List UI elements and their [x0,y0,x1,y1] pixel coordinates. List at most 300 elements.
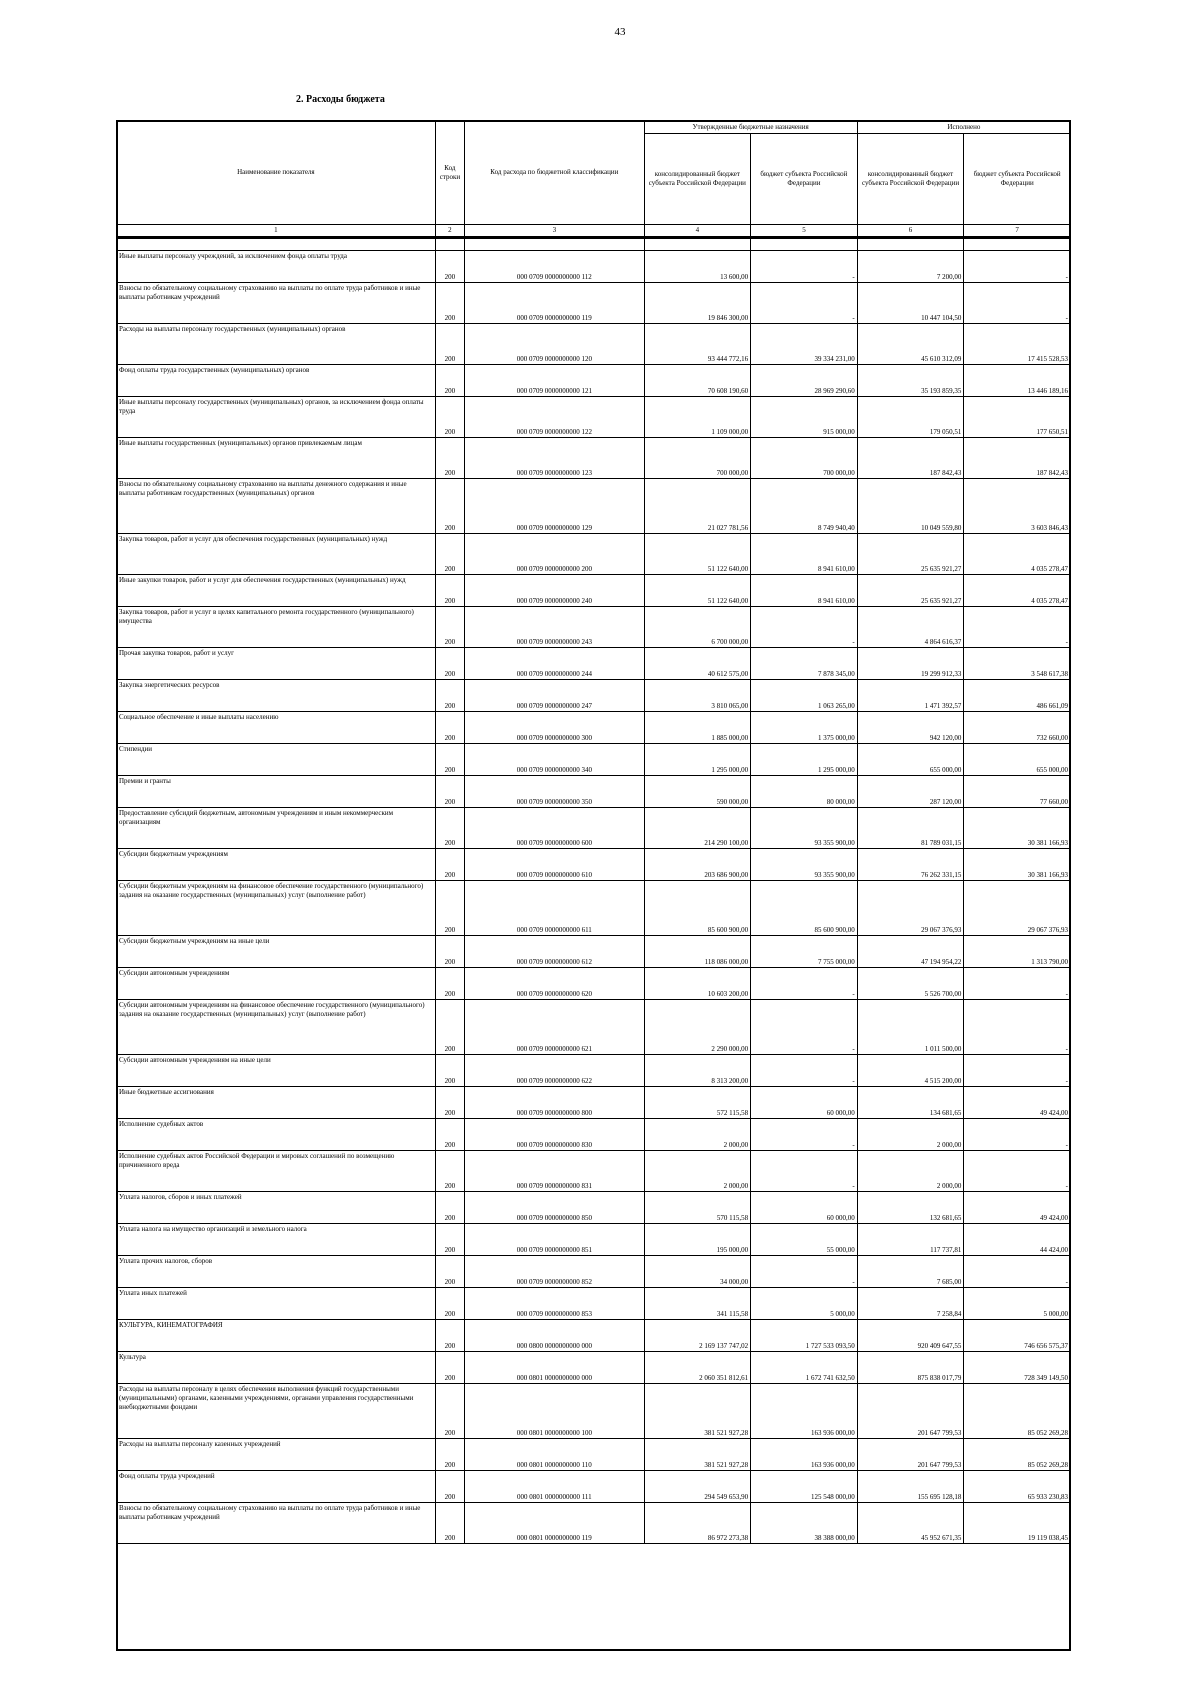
row-code: 200 [435,533,464,574]
row-name: Фонд оплаты труда государственных (муниципальных) органов [117,364,436,396]
value-subject-executed: 30 381 166,93 [964,807,1071,848]
row-name: Закупка энергетических ресурсов [117,679,436,711]
row-code: 200 [435,967,464,999]
table-row [117,999,1071,1054]
row-code: 200 [435,807,464,848]
section-title: 2. Расходы бюджета [296,94,385,105]
table-row [117,437,1071,478]
value-subject-executed: 29 067 376,93 [964,880,1071,935]
value-subject-approved: 7 755 000,00 [751,935,858,967]
value-consolidated-approved: 195 000,00 [644,1223,751,1255]
table-row [117,647,1071,679]
value-subject-approved: 28 969 290,60 [751,364,858,396]
value-subject-approved: 8 749 940,40 [751,478,858,533]
table-row [117,478,1071,533]
value-consolidated-executed: 35 193 859,35 [857,364,964,396]
table-row [117,282,1071,323]
header-kbk: Код расхода по бюджетной классификации [465,121,644,225]
value-subject-approved: 915 000,00 [751,396,858,437]
row-code: 200 [435,647,464,679]
value-consolidated-executed: 201 647 799,53 [857,1438,964,1470]
row-name: Закупка товаров, работ и услуг в целях капитального ремонта государственного (муниципального) имущества [117,606,436,647]
table-row [117,880,1071,935]
row-name: Закупка товаров, работ и услуг для обеспечения государственных (муниципальных) нужд [117,533,436,574]
value-subject-executed: 19 119 038,45 [964,1502,1071,1543]
value-consolidated-executed: 7 685,00 [857,1255,964,1287]
row-code: 200 [435,1319,464,1351]
page-number: 43 [614,26,626,38]
value-subject-executed: - [964,1255,1071,1287]
row-code: 200 [435,1223,464,1255]
value-consolidated-executed: 47 194 954,22 [857,935,964,967]
row-name: Уплата прочих налогов, сборов [117,1255,436,1287]
value-consolidated-executed: 920 409 647,55 [857,1319,964,1351]
value-consolidated-approved: 6 700 000,00 [644,606,751,647]
row-code: 200 [435,743,464,775]
value-consolidated-executed: 4 515 200,00 [857,1054,964,1086]
value-subject-approved: - [751,1150,858,1191]
value-subject-executed: 49 424,00 [964,1086,1071,1118]
value-consolidated-approved: 10 603 200,00 [644,967,751,999]
table-row [117,606,1071,647]
value-subject-executed: - [964,1118,1071,1150]
row-kbk: 000 0709 0000000000 244 [465,647,644,679]
value-consolidated-executed: 25 635 921,27 [857,533,964,574]
row-name: Расходы на выплаты персоналу в целях обеспечения выполнения функций государственными (муниципальными) органами, казенными учреждениями, органами управления государственными внебюджетными фондами [117,1383,436,1438]
value-subject-approved: - [751,282,858,323]
row-kbk: 000 0800 0000000000 000 [465,1319,644,1351]
value-consolidated-approved: 381 521 927,28 [644,1383,751,1438]
row-kbk: 000 0709 0000000000 247 [465,679,644,711]
table-row [117,807,1071,848]
row-name: Взносы по обязательному социальному страхованию на выплаты по оплате труда работников и иные выплаты работникам учреждений [117,1502,436,1543]
table-row [117,250,1071,282]
row-kbk: 000 0709 0000000000 240 [465,574,644,606]
row-kbk: 000 0709 0000000000 620 [465,967,644,999]
row-code: 200 [435,711,464,743]
row-kbk: 000 0801 0000000000 119 [465,1502,644,1543]
row-kbk: 000 0709 0000000000 830 [465,1118,644,1150]
row-name: Стипендии [117,743,436,775]
row-kbk: 000 0709 0000000000 300 [465,711,644,743]
table-row [117,364,1071,396]
row-name: Субсидии бюджетным учреждениям на иные цели [117,935,436,967]
table-row [117,711,1071,743]
row-code: 200 [435,1054,464,1086]
table-row [117,1470,1071,1502]
table-body [117,237,1071,1543]
table-row [117,1319,1071,1351]
value-consolidated-approved: 1 295 000,00 [644,743,751,775]
value-consolidated-executed: 76 262 331,15 [857,848,964,880]
value-consolidated-executed: 7 258,84 [857,1287,964,1319]
row-code: 200 [435,1255,464,1287]
header-subject-approved: бюджет субъекта Российской Федерации [751,134,858,225]
row-kbk: 000 0709 0000000000 831 [465,1150,644,1191]
row-kbk: 000 0709 0000000000 112 [465,250,644,282]
value-subject-approved: 5 000,00 [751,1287,858,1319]
row-name: Расходы на выплаты персоналу казенных учреждений [117,1438,436,1470]
value-consolidated-approved: 13 600,00 [644,250,751,282]
header-consolidated-executed: консолидированный бюджет субъекта Российской Федерации [857,134,964,225]
value-consolidated-approved: 21 027 781,56 [644,478,751,533]
value-consolidated-executed: 2 000,00 [857,1150,964,1191]
row-name: Иные бюджетные ассигнования [117,1086,436,1118]
row-kbk: 000 0709 0000000000 600 [465,807,644,848]
table-row [117,1351,1071,1383]
value-subject-approved: - [751,1118,858,1150]
value-subject-executed: 4 035 278,47 [964,574,1071,606]
value-consolidated-executed: 201 647 799,53 [857,1383,964,1438]
row-code: 200 [435,437,464,478]
row-name: Субсидии бюджетным учреждениям на финансовое обеспечение государственного (муниципального) задания на оказание государственных (муниципальных) услуг (выполнение работ) [117,880,436,935]
value-subject-approved: 85 600 900,00 [751,880,858,935]
value-consolidated-approved: 590 000,00 [644,775,751,807]
header-name: Наименование показателя [117,121,436,225]
table-row [117,1118,1071,1150]
value-subject-approved: - [751,999,858,1054]
value-subject-executed: 85 052 269,28 [964,1383,1071,1438]
value-consolidated-executed: 942 120,00 [857,711,964,743]
row-code: 200 [435,1502,464,1543]
value-consolidated-executed: 875 838 017,79 [857,1351,964,1383]
value-subject-approved: 163 936 000,00 [751,1383,858,1438]
value-consolidated-approved: 572 115,58 [644,1086,751,1118]
value-consolidated-approved: 51 122 640,00 [644,574,751,606]
value-consolidated-approved: 2 060 351 812,61 [644,1351,751,1383]
row-name: Фонд оплаты труда учреждений [117,1470,436,1502]
value-subject-approved: 700 000,00 [751,437,858,478]
row-kbk: 000 0801 0000000000 110 [465,1438,644,1470]
row-name: Иные выплаты персоналу учреждений, за исключением фонда оплаты труда [117,250,436,282]
row-name: Иные выплаты персоналу государственных (муниципальных) органов, за исключением фонда оплаты труда [117,396,436,437]
row-kbk: 000 0709 0000000000 611 [465,880,644,935]
table-row [117,1255,1071,1287]
row-code: 200 [435,396,464,437]
row-kbk: 000 0709 0000000000 621 [465,999,644,1054]
value-subject-approved: 39 334 231,00 [751,323,858,364]
row-code: 200 [435,1470,464,1502]
table-row [117,1054,1071,1086]
value-subject-approved: 8 941 610,00 [751,574,858,606]
row-code: 200 [435,999,464,1054]
value-consolidated-executed: 10 049 559,80 [857,478,964,533]
row-name: Иные выплаты государственных (муниципальных) органов привлекаемым лицам [117,437,436,478]
value-consolidated-approved: 3 810 065,00 [644,679,751,711]
value-subject-executed: - [964,1150,1071,1191]
value-subject-approved: 93 355 900,00 [751,848,858,880]
value-consolidated-approved: 203 686 900,00 [644,848,751,880]
value-consolidated-approved: 93 444 772,16 [644,323,751,364]
value-consolidated-executed: 19 299 912,33 [857,647,964,679]
row-kbk: 000 0709 0000000000 122 [465,396,644,437]
table-row [117,679,1071,711]
table-row [117,775,1071,807]
value-consolidated-executed: 1 471 392,57 [857,679,964,711]
value-consolidated-approved: 86 972 273,38 [644,1502,751,1543]
row-code: 200 [435,775,464,807]
value-consolidated-approved: 2 000,00 [644,1150,751,1191]
value-consolidated-approved: 2 290 000,00 [644,999,751,1054]
value-subject-executed: 44 424,00 [964,1223,1071,1255]
row-code: 200 [435,880,464,935]
table-row [117,323,1071,364]
value-consolidated-executed: 187 842,43 [857,437,964,478]
row-name: Субсидии автономным учреждениям на иные цели [117,1054,436,1086]
row-name: Иные закупки товаров, работ и услуг для обеспечения государственных (муниципальных) нужд [117,574,436,606]
value-subject-executed: - [964,1054,1071,1086]
value-consolidated-executed: 655 000,00 [857,743,964,775]
value-consolidated-approved: 341 115,58 [644,1287,751,1319]
value-consolidated-approved: 1 885 000,00 [644,711,751,743]
row-kbk: 000 0709 0000000000 129 [465,478,644,533]
expenses-table [116,120,1071,1544]
row-kbk: 000 0801 0000000000 100 [465,1383,644,1438]
row-name: Культура [117,1351,436,1383]
value-consolidated-approved: 40 612 575,00 [644,647,751,679]
value-consolidated-approved: 2 169 137 747,02 [644,1319,751,1351]
row-kbk: 000 0709 0000000000 622 [465,1054,644,1086]
row-code: 200 [435,1351,464,1383]
column-number: 5 [751,225,858,238]
value-subject-approved: - [751,1054,858,1086]
value-consolidated-executed: 179 050,51 [857,396,964,437]
value-subject-executed: 486 661,09 [964,679,1071,711]
row-kbk: 000 0709 0000000000 851 [465,1223,644,1255]
value-consolidated-approved: 1 109 000,00 [644,396,751,437]
row-kbk: 000 0709 0000000000 800 [465,1086,644,1118]
value-subject-executed: 177 650,51 [964,396,1071,437]
table-row [117,1223,1071,1255]
value-subject-approved: 38 388 000,00 [751,1502,858,1543]
row-kbk: 000 0709 0000000000 850 [465,1191,644,1223]
row-name: Взносы по обязательному социальному страхованию на выплаты по оплате труда работников и иные выплаты работникам учреждений [117,282,436,323]
value-subject-executed: 3 548 617,38 [964,647,1071,679]
value-consolidated-executed: 134 681,65 [857,1086,964,1118]
value-subject-executed: 732 660,00 [964,711,1071,743]
table-row [117,743,1071,775]
value-subject-approved: 125 548 000,00 [751,1470,858,1502]
row-name: Уплата иных платежей [117,1287,436,1319]
value-consolidated-approved: 2 000,00 [644,1118,751,1150]
value-consolidated-executed: 81 789 031,15 [857,807,964,848]
column-number: 2 [435,225,464,238]
row-code: 200 [435,679,464,711]
row-code: 200 [435,1118,464,1150]
value-subject-approved: 1 375 000,00 [751,711,858,743]
row-code: 200 [435,250,464,282]
row-code: 200 [435,282,464,323]
value-subject-executed: 4 035 278,47 [964,533,1071,574]
header-consolidated-approved: консолидированный бюджет субъекта Российской Федерации [644,134,751,225]
value-consolidated-approved: 51 122 640,00 [644,533,751,574]
row-name: Предоставление субсидий бюджетным, автономным учреждениям и иным некоммерческим организациям [117,807,436,848]
value-subject-approved: 1 672 741 632,50 [751,1351,858,1383]
value-subject-executed: - [964,999,1071,1054]
table-row [117,1287,1071,1319]
row-code: 200 [435,1191,464,1223]
table-row [117,1150,1071,1191]
column-number: 6 [857,225,964,238]
value-consolidated-executed: 7 200,00 [857,250,964,282]
row-kbk: 000 0709 0000000000 123 [465,437,644,478]
value-consolidated-approved: 85 600 900,00 [644,880,751,935]
value-consolidated-approved: 19 846 300,00 [644,282,751,323]
value-consolidated-executed: 25 635 921,27 [857,574,964,606]
row-kbk: 000 0801 0000000000 111 [465,1470,644,1502]
row-name: Субсидии автономным учреждениям [117,967,436,999]
row-code: 200 [435,935,464,967]
row-kbk: 000 0709 0000000000 200 [465,533,644,574]
row-name: Социальное обеспечение и иные выплаты населению [117,711,436,743]
value-consolidated-executed: 4 864 616,37 [857,606,964,647]
value-consolidated-executed: 29 067 376,93 [857,880,964,935]
value-subject-approved: - [751,967,858,999]
row-code: 200 [435,1438,464,1470]
row-name: КУЛЬТУРА, КИНЕМАТОГРАФИЯ [117,1319,436,1351]
value-subject-approved: - [751,1255,858,1287]
row-name: Субсидии автономным учреждениям на финансовое обеспечение государственного (муниципального) задания на оказание государственных (муниципальных) услуг (выполнение работ) [117,999,436,1054]
row-code: 200 [435,606,464,647]
column-number: 4 [644,225,751,238]
row-name: Исполнение судебных актов Российской Федерации и мировых соглашений по возмещению причиненного вреда [117,1150,436,1191]
column-number: 3 [465,225,644,238]
row-code: 200 [435,1150,464,1191]
table-row [117,574,1071,606]
value-subject-executed: 3 603 846,43 [964,478,1071,533]
row-kbk: 000 0709 0000000000 612 [465,935,644,967]
value-subject-executed: - [964,282,1071,323]
value-subject-approved: - [751,250,858,282]
row-code: 200 [435,478,464,533]
row-name: Субсидии бюджетным учреждениям [117,848,436,880]
row-name: Взносы по обязательному социальному страхованию на выплаты денежного содержания и иные выплаты работникам государственных (муниципальных) органов [117,478,436,533]
row-name: Прочая закупка товаров, работ и услуг [117,647,436,679]
row-kbk: 000 0801 0000000000 000 [465,1351,644,1383]
value-subject-executed: 187 842,43 [964,437,1071,478]
value-consolidated-executed: 117 737,81 [857,1223,964,1255]
value-consolidated-executed: 132 681,65 [857,1191,964,1223]
value-subject-approved: - [751,606,858,647]
value-consolidated-executed: 2 000,00 [857,1118,964,1150]
table-row [117,1438,1071,1470]
value-subject-executed: 728 349 149,50 [964,1351,1071,1383]
value-consolidated-approved: 381 521 927,28 [644,1438,751,1470]
table-row [117,1086,1071,1118]
table-row [117,1191,1071,1223]
row-code: 200 [435,574,464,606]
value-subject-approved: 1 727 533 093,50 [751,1319,858,1351]
value-consolidated-executed: 45 610 312,09 [857,323,964,364]
row-name: Уплата налогов, сборов и иных платежей [117,1191,436,1223]
table-row [117,848,1071,880]
row-code: 200 [435,1383,464,1438]
value-subject-approved: 55 000,00 [751,1223,858,1255]
spacer-row [117,237,1071,250]
value-consolidated-executed: 1 011 500,00 [857,999,964,1054]
row-code: 200 [435,1287,464,1319]
table-row [117,1502,1071,1543]
row-kbk: 000 0709 0000000000 350 [465,775,644,807]
header-group-approved: Утвержденные бюджетные назначения [644,121,857,134]
table-row [117,533,1071,574]
value-consolidated-executed: 5 526 700,00 [857,967,964,999]
value-subject-executed: - [964,250,1071,282]
value-consolidated-approved: 570 115,58 [644,1191,751,1223]
value-subject-approved: 60 000,00 [751,1086,858,1118]
column-number: 7 [964,225,1071,238]
value-subject-executed: - [964,606,1071,647]
value-consolidated-approved: 214 290 100,00 [644,807,751,848]
value-subject-executed: 5 000,00 [964,1287,1071,1319]
header-subject-executed: бюджет субъекта Российской Федерации [964,134,1071,225]
row-kbk: 000 0709 0000000000 852 [465,1255,644,1287]
value-subject-approved: 93 355 900,00 [751,807,858,848]
value-subject-executed: 746 656 575,37 [964,1319,1071,1351]
value-subject-approved: 80 000,00 [751,775,858,807]
value-consolidated-approved: 118 086 000,00 [644,935,751,967]
value-subject-executed: 77 660,00 [964,775,1071,807]
value-subject-executed: 13 446 189,16 [964,364,1071,396]
table-row [117,1383,1071,1438]
row-name: Премии и гранты [117,775,436,807]
value-subject-approved: 8 941 610,00 [751,533,858,574]
value-subject-executed: 65 933 230,83 [964,1470,1071,1502]
value-consolidated-approved: 294 549 653,90 [644,1470,751,1502]
value-subject-executed: - [964,967,1071,999]
header-group-executed: Исполнено [857,121,1070,134]
row-name: Исполнение судебных актов [117,1118,436,1150]
row-kbk: 000 0709 0000000000 853 [465,1287,644,1319]
value-subject-approved: 7 878 345,00 [751,647,858,679]
row-kbk: 000 0709 0000000000 119 [465,282,644,323]
value-subject-executed: 85 052 269,28 [964,1438,1071,1470]
value-subject-executed: 1 313 790,00 [964,935,1071,967]
table-row [117,935,1071,967]
value-consolidated-approved: 700 000,00 [644,437,751,478]
row-code: 200 [435,364,464,396]
row-kbk: 000 0709 0000000000 610 [465,848,644,880]
row-name: Расходы на выплаты персоналу государственных (муниципальных) органов [117,323,436,364]
table-row [117,396,1071,437]
row-code: 200 [435,1086,464,1118]
row-kbk: 000 0709 0000000000 340 [465,743,644,775]
column-number: 1 [117,225,436,238]
value-subject-executed: 655 000,00 [964,743,1071,775]
header-code: Код строки [435,121,464,225]
value-subject-approved: 1 063 265,00 [751,679,858,711]
value-consolidated-executed: 155 695 128,18 [857,1470,964,1502]
value-consolidated-executed: 10 447 104,50 [857,282,964,323]
table-row [117,967,1071,999]
value-consolidated-approved: 8 313 200,00 [644,1054,751,1086]
row-kbk: 000 0709 0000000000 243 [465,606,644,647]
value-consolidated-executed: 287 120,00 [857,775,964,807]
value-subject-executed: 17 415 528,53 [964,323,1071,364]
value-subject-executed: 30 381 166,93 [964,848,1071,880]
value-consolidated-approved: 34 000,00 [644,1255,751,1287]
value-consolidated-executed: 45 952 671,35 [857,1502,964,1543]
row-name: Уплата налога на имущество организаций и земельного налога [117,1223,436,1255]
row-kbk: 000 0709 0000000000 121 [465,364,644,396]
row-kbk: 000 0709 0000000000 120 [465,323,644,364]
row-code: 200 [435,848,464,880]
value-consolidated-approved: 70 608 190,60 [644,364,751,396]
row-code: 200 [435,323,464,364]
value-subject-executed: 49 424,00 [964,1191,1071,1223]
value-subject-approved: 1 295 000,00 [751,743,858,775]
value-subject-approved: 60 000,00 [751,1191,858,1223]
